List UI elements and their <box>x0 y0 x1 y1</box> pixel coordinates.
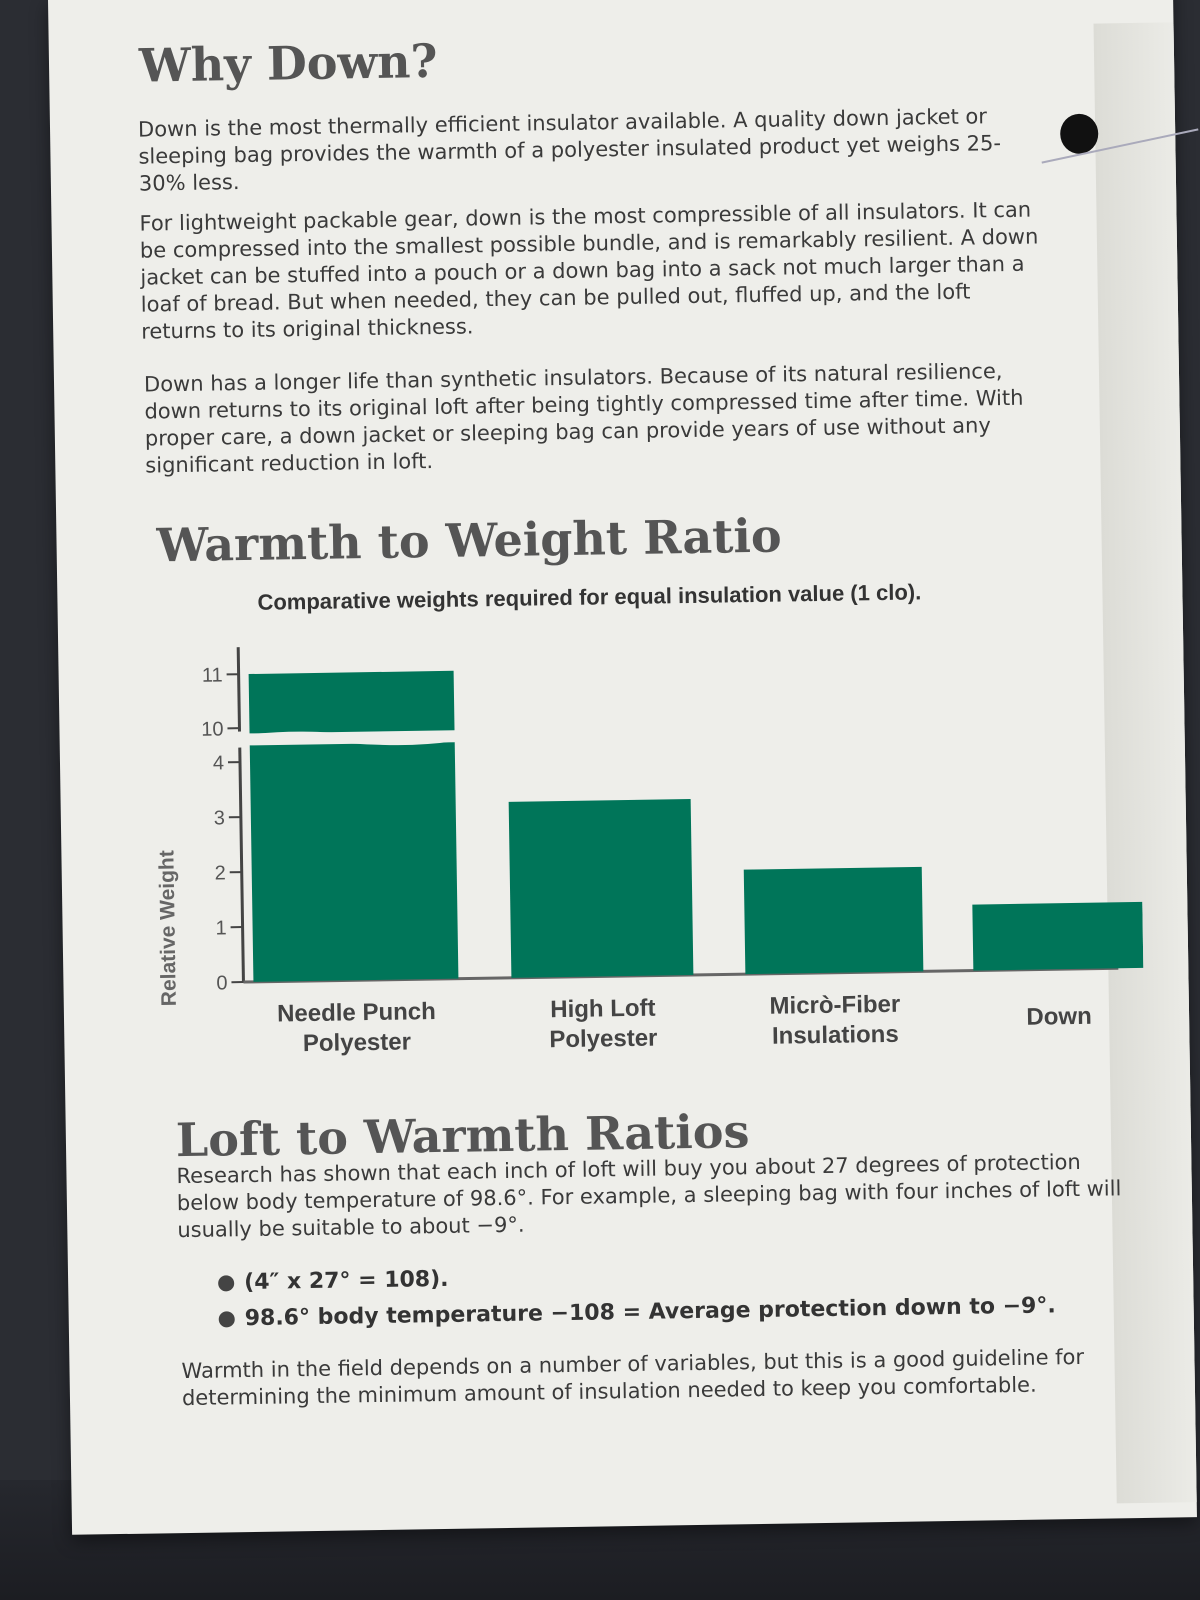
bars-group <box>249 660 1144 982</box>
bar-upper-segment <box>249 671 455 734</box>
y-axis-label: Relative Weight <box>155 850 181 1007</box>
bar <box>972 902 1143 971</box>
loft-bullets <box>218 1252 1056 1337</box>
warmth-weight-heading: Warmth to Weight Ratio <box>156 508 782 573</box>
loft-warmth-heading: Loft to Warmth Ratios <box>175 1104 750 1168</box>
category-label: Insulations <box>771 1020 899 1050</box>
y-tick-label: 2 <box>214 862 226 885</box>
bar-break-mark <box>250 734 455 742</box>
why-down-paragraph-1: Down is the most thermally efficient insulator available. A quality down jacket or sleeping bag provides the warmth of a polyester insulated product yet weighs 25-30% less. <box>137 104 1002 196</box>
y-tick-label: 3 <box>213 807 226 830</box>
category-label: Polyester <box>549 1024 658 1054</box>
bullet-dot <box>218 1275 234 1291</box>
why-down-paragraph-2: For lightweight packable gear, down is the most compressible of all insulators. It can be compressed into the smallest possible bundle, and is remarkably resilient. A down jacket can be stuffed into a pouch or a down bag into a sack not much larger than a loaf of bread. But when needed, they can be pulled out, fluffed up, and the loft returns to its original thickness. <box>139 197 1039 344</box>
y-tick-label: 4 <box>212 752 225 775</box>
category-label: Polyester <box>302 1028 412 1058</box>
why-down-paragraph-3: Down has a longer life than synthetic insulators. Because of its natural resilience, down returns to its original loft after being tightly compressed time after time. With proper care, a down jacket or sleeping bag can provide years of use without any significant reduction in loft. <box>143 359 1024 478</box>
bullet-dot <box>219 1311 235 1327</box>
bar <box>250 742 459 982</box>
category-label: Micrò-Fiber <box>769 990 901 1020</box>
category-label: High Loft <box>550 994 656 1024</box>
tag-hole <box>1060 114 1099 155</box>
y-axis-line-upper <box>238 647 239 731</box>
why-down-heading: Why Down? <box>138 33 438 93</box>
y-axis-line-lower <box>240 748 244 982</box>
y-tick-label: 10 <box>201 718 224 741</box>
loft-paragraph-1: Research has shown that each inch of loft will buy you about 27 degrees of protection below body temperature of 98.6°. For example, a sleeping bag with four inches of loft will usually be suitable to about −9°. <box>176 1149 1122 1243</box>
chart-subtitle: Comparative weights required for equal insulation value (1 clo). <box>257 579 922 615</box>
category-label: Needle Punch <box>276 998 437 1028</box>
category-label: Down <box>1026 1002 1092 1031</box>
bullet-text: 98.6° body temperature −108 = Average protection down to −9°. <box>244 1293 1056 1332</box>
y-tick-label: 1 <box>215 917 227 940</box>
hang-tag <box>48 0 1197 1535</box>
bar <box>509 799 694 978</box>
warmth-weight-chart <box>97 568 1144 1064</box>
loft-paragraph-2: Warmth in the field depends on a number of variables, but this is a good guideline for determining the minimum amount of insulation needed to keep you comfortable. <box>181 1344 1085 1411</box>
bullet-text: (4″ x 27° = 108). <box>243 1266 449 1296</box>
category-labels <box>277 988 1092 1058</box>
y-tick-label: 0 <box>216 972 228 995</box>
y-tick-label: 11 <box>201 664 223 687</box>
bar <box>744 867 924 974</box>
